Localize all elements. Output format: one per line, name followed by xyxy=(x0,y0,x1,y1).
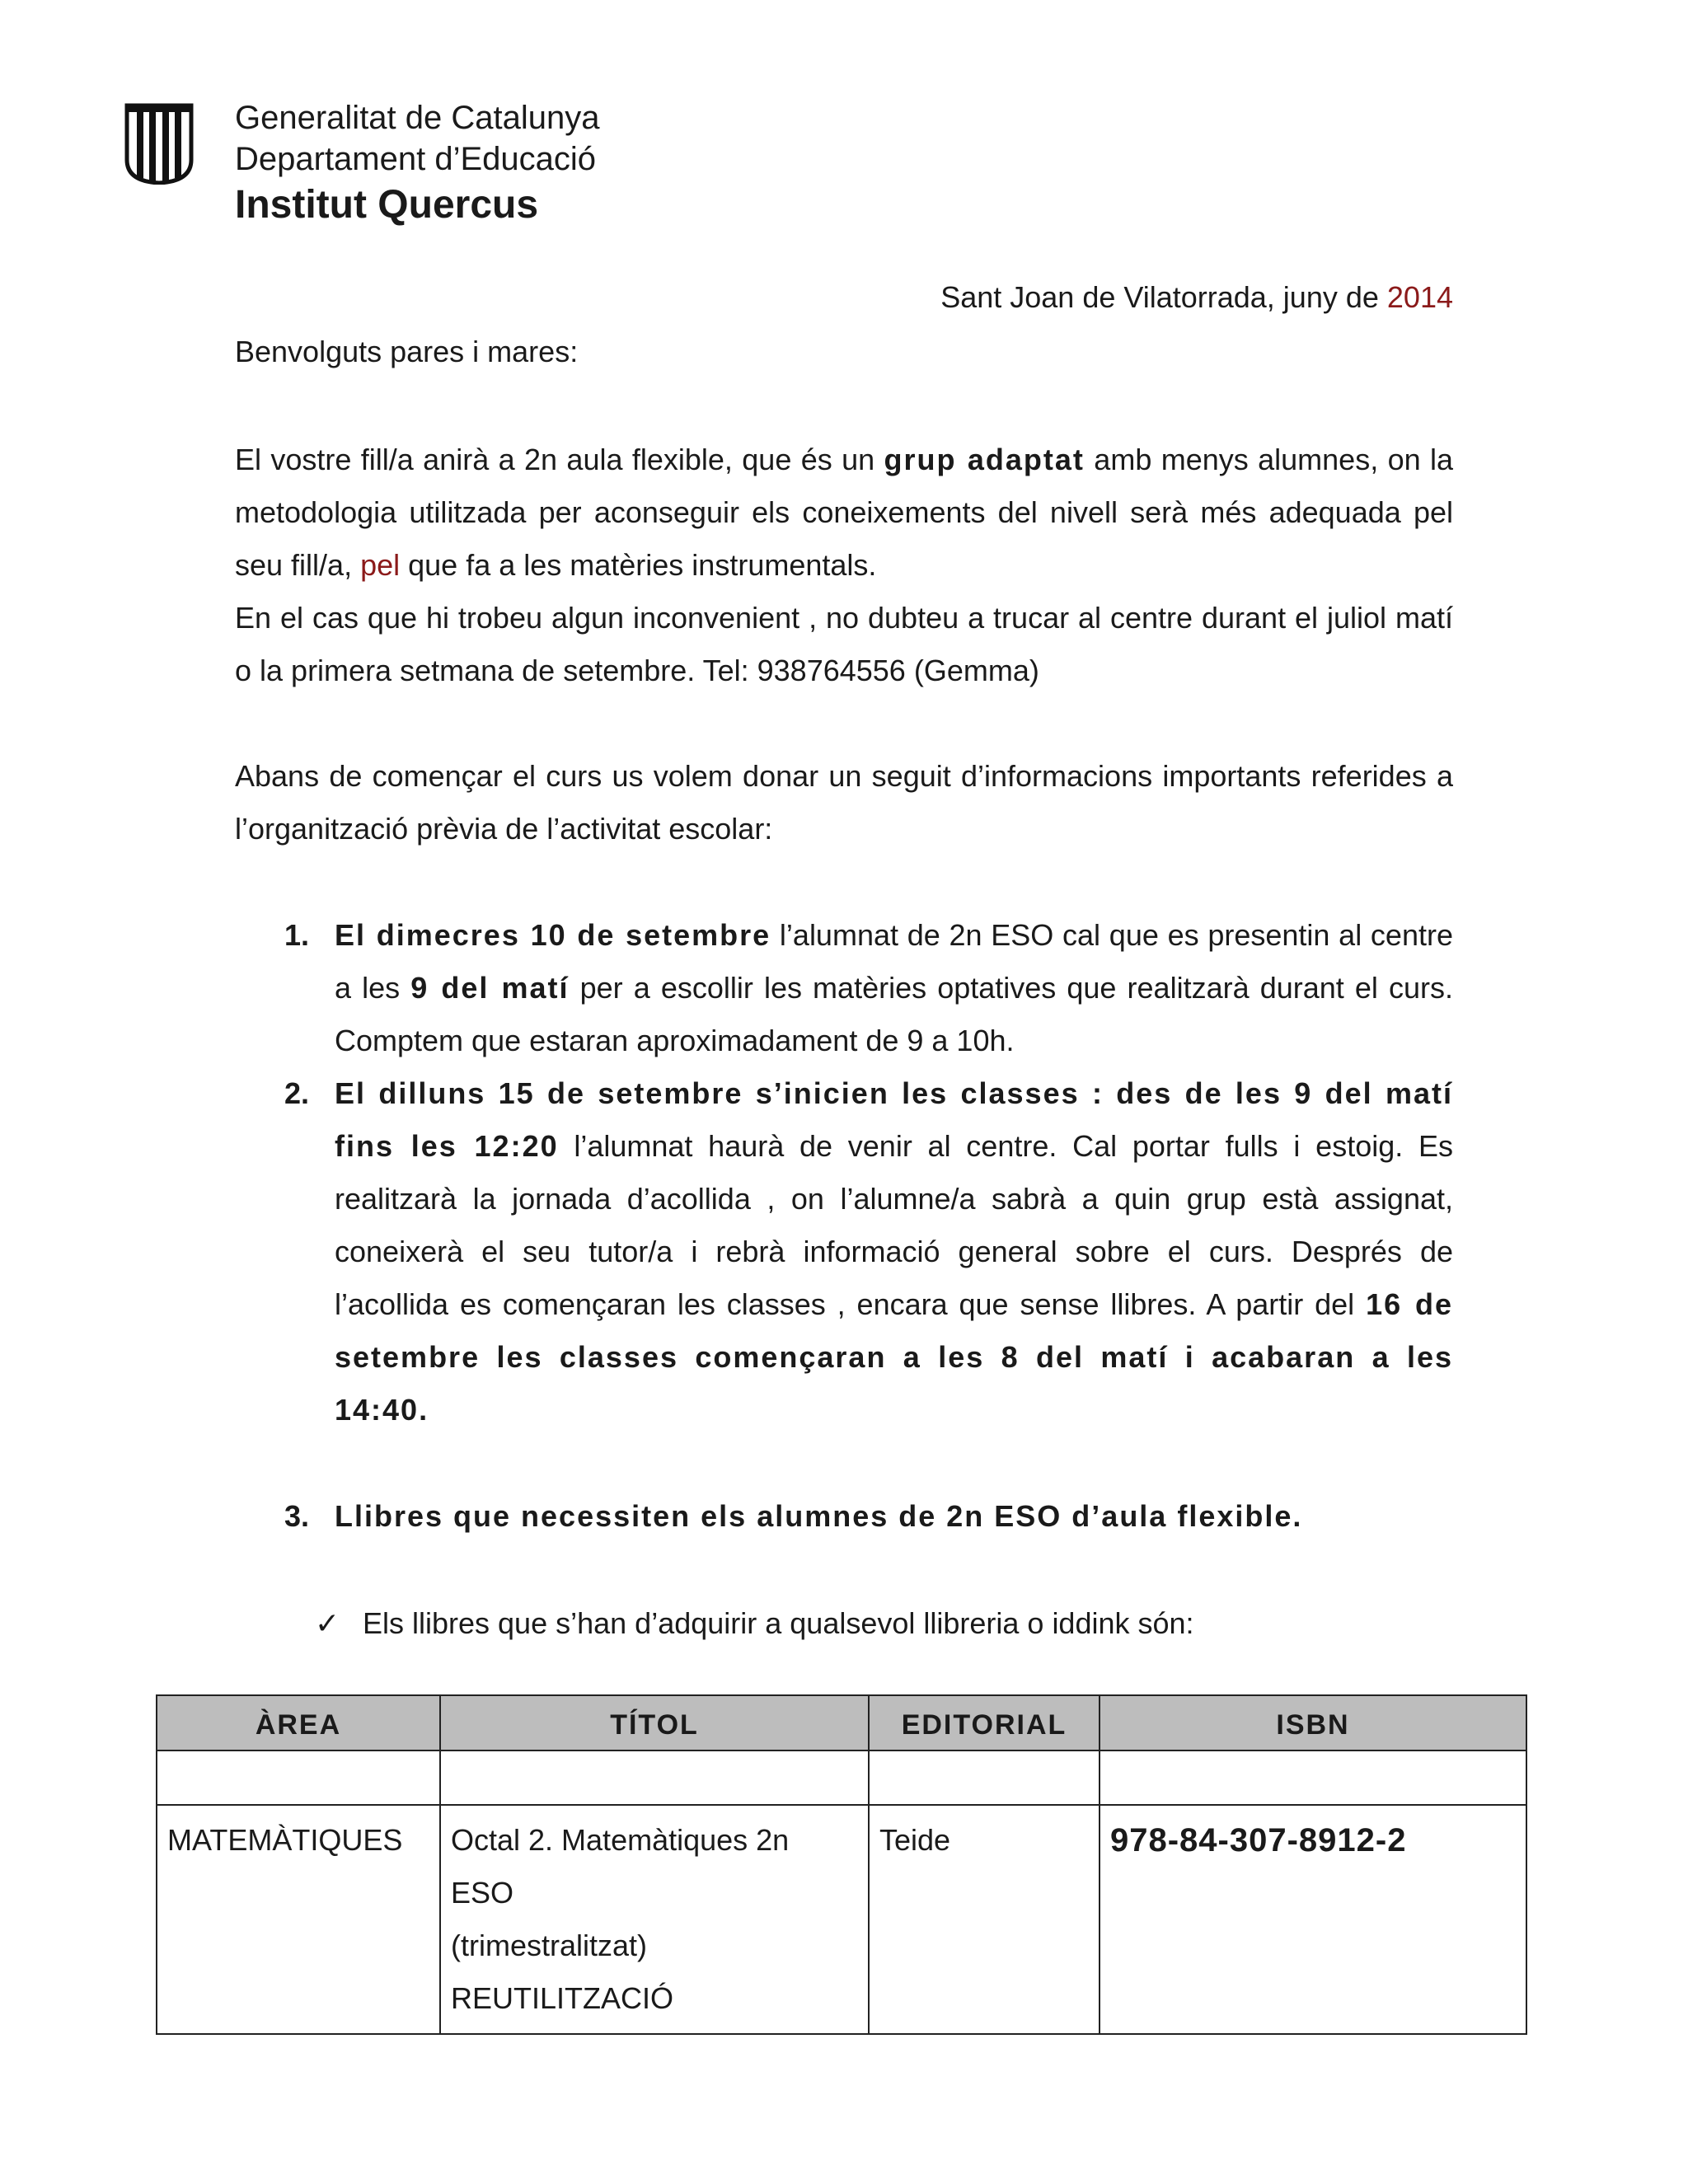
item1-bold-time: 9 del matí xyxy=(410,971,570,1005)
empty-cell xyxy=(869,1750,1100,1805)
list-item-number: 1. xyxy=(284,918,310,952)
empty-cell xyxy=(157,1750,440,1805)
org-line-1: Generalitat de Catalunya xyxy=(235,100,600,136)
numbered-list-books xyxy=(235,1490,1453,1543)
title-line-3: REUTILITZACIÓ xyxy=(451,1981,674,2015)
letter-date xyxy=(940,280,1453,315)
p1-text-c: amb menys alumnes, on la metodologia utilitzada per aconseguir els coneixements del nivell serà més adequada pel seu fill/a, xyxy=(235,443,1454,582)
header-editorial: EDITORIAL xyxy=(869,1695,1100,1750)
item3-bold: Llibres que necessiten els alumnes de 2n ESO d’aula flexible. xyxy=(335,1499,1303,1533)
p1-text-a: El vostre fill/a anirà a 2n aula flexible, que és un xyxy=(235,443,884,476)
header-area: ÀREA xyxy=(157,1695,440,1750)
school-name: Institut Quercus xyxy=(235,183,539,227)
item1-text-end: per a escollir les matèries optatives que realitzarà durant el curs. Comptem que estaran aproximadament de 9 a 10h. xyxy=(335,971,1453,1057)
isbn-value: 978-84-307-8912-2 xyxy=(1110,1822,1407,1858)
p1-bold: grup adaptat xyxy=(884,443,1085,476)
checklist-text: Els llibres que s’han d’adquirir a qualsevol llibreria o iddink són: xyxy=(363,1606,1194,1640)
list-item-number: 2. xyxy=(284,1076,310,1110)
list-item xyxy=(235,1490,1453,1543)
cell-isbn xyxy=(1100,1805,1526,2034)
org-line-2: Departament d’Educació xyxy=(235,141,597,177)
title-line-1: Octal 2. Matemàtiques 2n ESO xyxy=(451,1823,790,1910)
table-row-empty xyxy=(157,1750,1526,1805)
checkmark-icon: ✓ xyxy=(315,1606,340,1640)
table-row xyxy=(157,1805,1526,2034)
numbered-list xyxy=(235,909,1453,1436)
header-isbn: ISBN xyxy=(1100,1695,1526,1750)
list-item xyxy=(235,1067,1453,1436)
cell-title xyxy=(440,1805,869,2034)
cell-editorial: Teide xyxy=(869,1805,1100,2034)
list-item-number: 3. xyxy=(284,1499,310,1533)
date-year: 2014 xyxy=(1386,280,1453,314)
header-title: TÍTOL xyxy=(440,1695,869,1750)
books-table xyxy=(156,1694,1527,2035)
item1-bold-date: El dimecres 10 de setembre xyxy=(335,918,771,952)
senyera-shield-icon xyxy=(124,102,195,185)
table-header-row xyxy=(157,1695,1526,1750)
item2-bold-end: 16 de setembre les classes començaran a les 8 del matí i acabaran a les 14:40. xyxy=(335,1287,1453,1427)
empty-cell xyxy=(440,1750,869,1805)
list-item xyxy=(235,909,1453,1067)
empty-cell xyxy=(1100,1750,1526,1805)
checklist-item xyxy=(315,1599,1194,1648)
paragraph-intro: Abans de començar el curs us volem donar un seguit d’informacions importants referides a l’organització prèvia de l’activitat escolar: xyxy=(235,759,1453,846)
item2-bold-start: El dilluns 15 de setembre s’inicien les classes : des de les 9 del matí fins les 12:20 xyxy=(335,1076,1453,1163)
cell-area: MATEMÀTIQUES xyxy=(157,1805,440,2034)
title-line-2: (trimestralitzat) xyxy=(451,1929,648,1962)
organization-header xyxy=(235,97,600,231)
paragraph-group-info xyxy=(235,434,1453,697)
greeting: Benvolguts pares i mares: xyxy=(235,335,579,368)
p1-text-e: que fa a les matèries instrumentals. xyxy=(400,548,877,582)
item2-text: l’alumnat haurà de venir al centre. Cal portar fulls i estoig. Es realitzarà la jornada d’acollida , on l’alumne/a sabrà a quin grup està assignat, coneixerà el seu tutor/a i rebrà informació general sobre el curs. Després de l’acollida es començaran les classes , encara que sense llibres. A partir del xyxy=(335,1129,1453,1321)
item1-text: l’alumnat de 2n ESO cal que es presentin al centre a les xyxy=(335,918,1453,1005)
p1-accent-word: pel xyxy=(360,548,401,582)
date-text: Sant Joan de Vilatorrada, juny de xyxy=(940,280,1387,314)
p1-contact-text: En el cas que hi trobeu algun inconvenient , no dubteu a trucar al centre durant el juliol matí o la primera setmana de setembre. Tel: 938764556 (Gemma) xyxy=(235,601,1453,687)
